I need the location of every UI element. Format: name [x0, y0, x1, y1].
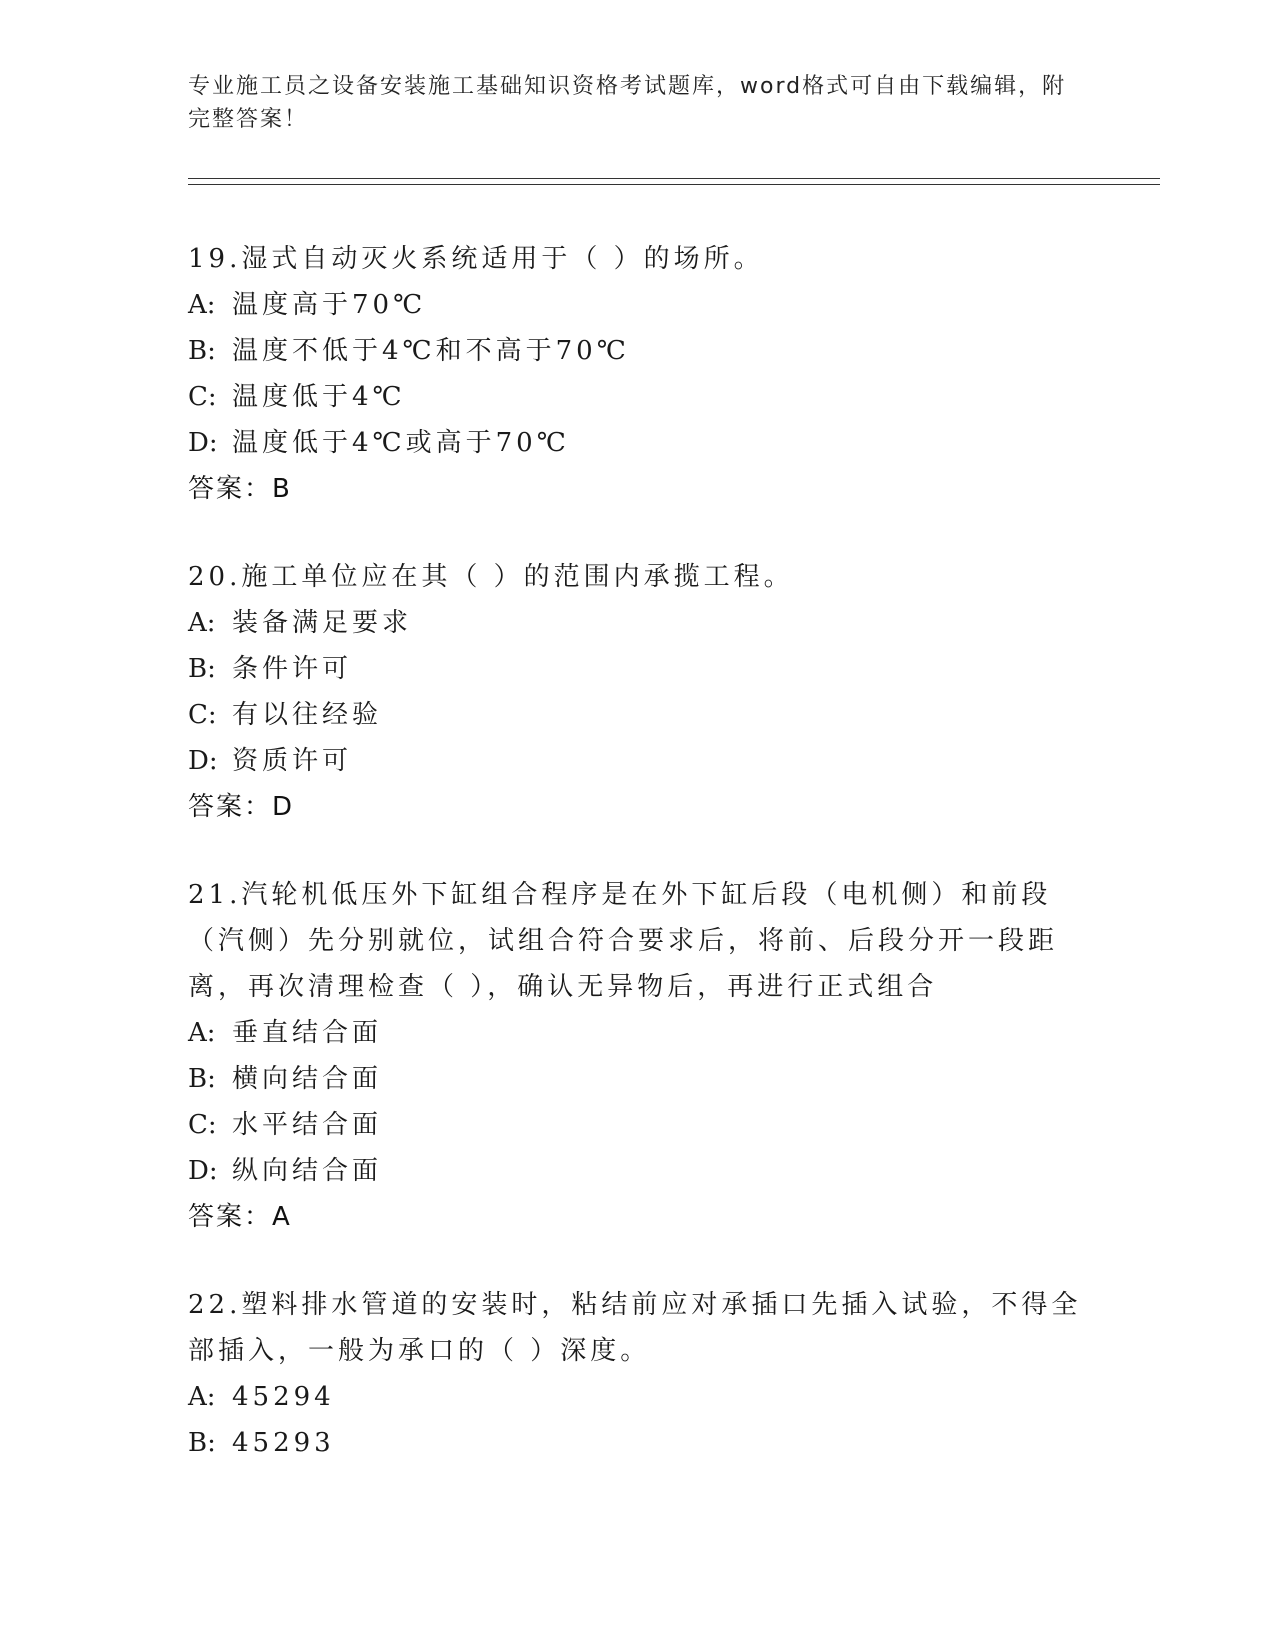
option-d [188, 420, 1088, 466]
option-text: 垂直结合面 [232, 1018, 383, 1048]
question-22 [188, 1282, 1088, 1466]
option-letter: A: [188, 608, 216, 638]
answer-value: A [272, 1202, 290, 1232]
option-letter: B: [188, 654, 216, 684]
option-text: 纵向结合面 [232, 1156, 383, 1186]
option-letter: A: [188, 290, 216, 320]
option-text: 温度低于4℃或高于70℃ [232, 428, 570, 458]
option-letter: C: [188, 700, 217, 730]
answer-value: D [272, 792, 293, 822]
answer-label: 答案： [188, 792, 273, 822]
option-c [188, 692, 1088, 738]
option-letter: C: [188, 1110, 217, 1140]
option-letter: D: [188, 428, 218, 458]
option-text: 条件许可 [232, 654, 353, 684]
option-a [188, 282, 1088, 328]
option-letter: A: [188, 1382, 216, 1412]
question-20 [188, 554, 1088, 830]
question-stem: 22.塑料排水管道的安装时，粘结前应对承插口先插入试验，不得全部插入，一般为承口的（ ）深度。 [188, 1290, 1082, 1366]
option-letter: C: [188, 382, 217, 412]
answer-label: 答案： [188, 1202, 273, 1232]
option-c [188, 374, 1088, 420]
option-b [188, 1420, 1088, 1466]
question-stem: 19.湿式自动灭火系统适用于（ ）的场所。 [188, 244, 764, 274]
option-b [188, 1056, 1088, 1102]
option-text: 装备满足要求 [232, 608, 413, 638]
option-a [188, 1010, 1088, 1056]
option-text: 水平结合面 [232, 1110, 383, 1140]
option-d [188, 738, 1088, 784]
option-c [188, 1102, 1088, 1148]
option-a [188, 600, 1088, 646]
answer-line [188, 1194, 1088, 1240]
option-text: 资质许可 [232, 746, 353, 776]
option-letter: B: [188, 1064, 216, 1094]
answer-label: 答案： [188, 474, 273, 504]
answer-value: B [272, 474, 290, 504]
option-text: 温度低于4℃ [232, 382, 406, 412]
answer-line [188, 784, 1088, 830]
option-text: 横向结合面 [232, 1064, 383, 1094]
option-text: 有以往经验 [232, 700, 383, 730]
question-21 [188, 872, 1088, 1240]
answer-line [188, 466, 1088, 512]
document-header: 专业施工员之设备安装施工基础知识资格考试题库，word格式可自由下载编辑，附完整答案！ [188, 74, 1067, 132]
option-letter: D: [188, 746, 218, 776]
option-d [188, 1148, 1088, 1194]
option-letter: D: [188, 1156, 218, 1186]
option-b [188, 328, 1088, 374]
question-stem: 21.汽轮机低压外下缸组合程序是在外下缸后段（电机侧）和前段（汽侧）先分别就位，试组合符合要求后，将前、后段分开一段距离，再次清理检查（ ），确认无异物后，再进行正式组合 [188, 880, 1059, 1002]
option-text: 45294 [232, 1382, 335, 1412]
option-letter: B: [188, 336, 216, 366]
question-stem: 20.施工单位应在其（ ）的范围内承揽工程。 [188, 562, 794, 592]
option-text: 温度不低于4℃和不高于70℃ [232, 336, 630, 366]
option-a [188, 1374, 1088, 1420]
option-letter: B: [188, 1428, 216, 1458]
question-list [188, 236, 1088, 1508]
option-letter: A: [188, 1018, 216, 1048]
header-divider [188, 178, 1160, 185]
option-b [188, 646, 1088, 692]
option-text: 45293 [232, 1428, 335, 1458]
question-19 [188, 236, 1088, 512]
option-text: 温度高于70℃ [232, 290, 427, 320]
